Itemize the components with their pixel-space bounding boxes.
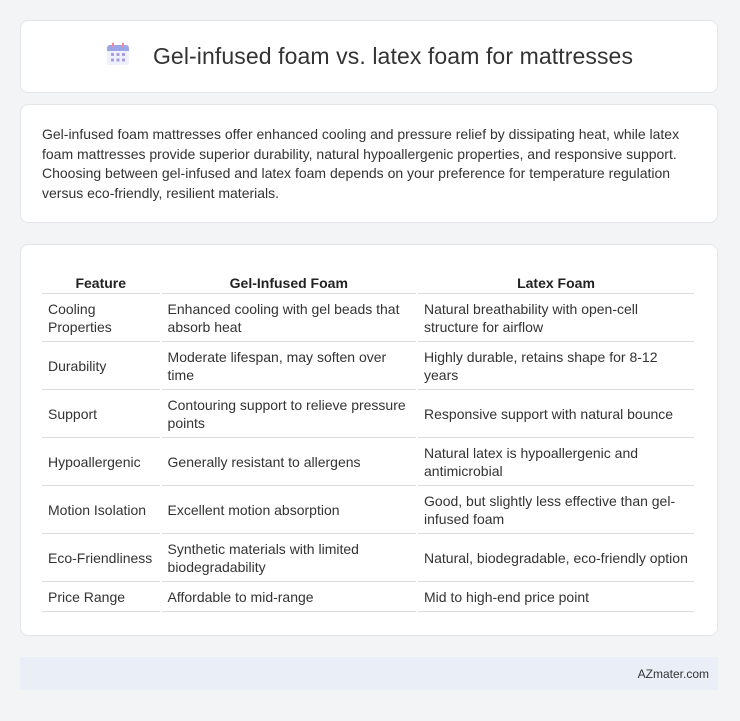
feature-cell: Support: [42, 390, 160, 438]
latex-cell: Responsive support with natural bounce: [418, 390, 694, 438]
page-title: Gel-infused foam vs. latex foam for mattresses: [152, 43, 634, 69]
gel-cell: Contouring support to relieve pressure points: [162, 390, 416, 438]
footer-bar: [20, 657, 718, 690]
table-row: [42, 534, 694, 582]
feature-cell: Cooling Properties: [42, 294, 160, 342]
latex-cell: Good, but slightly less effective than gel-infused foam: [418, 486, 694, 534]
table-row: [42, 582, 694, 612]
gel-cell: Generally resistant to allergens: [162, 438, 416, 486]
feature-cell: Durability: [42, 342, 160, 390]
latex-cell: Natural breathability with open-cell structure for airflow: [418, 294, 694, 342]
title-wrap: [105, 41, 633, 72]
feature-cell: Eco-Friendliness: [42, 534, 160, 582]
feature-cell: Motion Isolation: [42, 486, 160, 534]
latex-cell: Natural latex is hypoallergenic and antimicrobial: [418, 438, 694, 486]
footer-brand: AZmater.com: [637, 666, 709, 681]
latex-cell: Natural, biodegradable, eco-friendly option: [418, 534, 694, 582]
table-row: [42, 294, 694, 342]
latex-cell: Highly durable, retains shape for 8-12 years: [418, 342, 694, 390]
gel-cell: Enhanced cooling with gel beads that absorb heat: [162, 294, 416, 342]
table-row: [42, 438, 694, 486]
feature-cell: Hypoallergenic: [42, 438, 160, 486]
summary-card: [20, 104, 718, 223]
column-header-latex-foam: Latex Foam: [418, 265, 694, 294]
gel-cell: Synthetic materials with limited biodegradability: [162, 534, 416, 582]
gel-cell: Excellent motion absorption: [162, 486, 416, 534]
column-header-feature: Feature: [42, 265, 160, 294]
table-row: [42, 390, 694, 438]
summary-text: Gel-infused foam mattresses offer enhanced cooling and pressure relief by dissipating heat, while latex foam mattresses provide superior durability, natural hypoallergenic properties, and responsive support. Choosing between gel-infused and latex foam depends on your preference for temperature regulation versus eco-friendly, resilient materials.: [42, 126, 680, 201]
table-row: [42, 486, 694, 534]
column-header-gel-infused-foam: Gel-Infused Foam: [162, 265, 416, 294]
title-card: [20, 20, 718, 93]
comparison-card: [20, 244, 718, 636]
gel-cell: Affordable to mid-range: [162, 582, 416, 612]
comparison-table: [40, 265, 696, 612]
latex-cell: Mid to high-end price point: [418, 582, 694, 612]
gel-cell: Moderate lifespan, may soften over time: [162, 342, 416, 390]
feature-cell: Price Range: [42, 582, 160, 612]
calendar-icon: [105, 41, 153, 72]
table-row: [42, 342, 694, 390]
table-header-row: [42, 265, 694, 294]
